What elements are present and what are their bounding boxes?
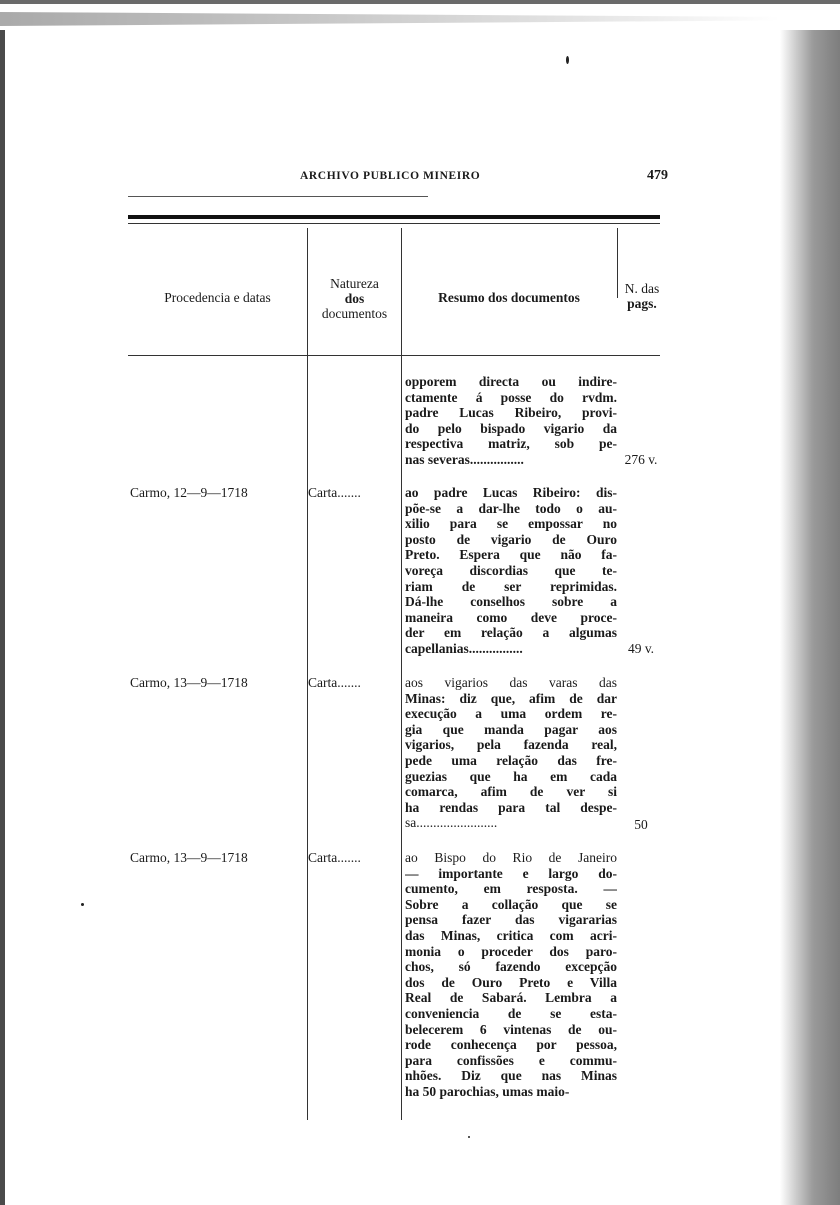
summary-line: ha rendas para tal despe- (405, 799, 617, 815)
ink-speck (566, 56, 569, 64)
column-divider (307, 228, 308, 1120)
summary-line: aos vigarios das varas das (405, 675, 617, 690)
summary-line: cumento, em resposta. — (405, 881, 617, 897)
summary-line: monia o proceder dos paro- (405, 943, 617, 959)
running-header (128, 166, 668, 190)
column-header-pages (618, 281, 666, 311)
summary-line: nhões. Diz que nas Minas (405, 1068, 617, 1084)
table-row-nature: Carta....... (308, 485, 361, 500)
summary-line: Dá-lhe conselhos sobre a (405, 594, 617, 610)
table-row-pages: 276 v. (624, 452, 658, 467)
summary-line: ha 50 parochias, umas maio- (405, 1083, 570, 1099)
summary-line: do pelo bispado vigario da (405, 420, 617, 436)
summary-line: riam de ser reprimidas. (405, 578, 617, 594)
table-row-summary (405, 485, 617, 657)
summary-line: ao padre Lucas Ribeiro: dis- (405, 485, 617, 500)
column-header-nature (308, 276, 401, 321)
summary-line: pensa fazer das vigararias (405, 912, 617, 928)
summary-line: maneira como deve proce- (405, 609, 617, 625)
scan-edge-left (0, 30, 5, 1205)
table-row-summary (405, 675, 617, 831)
table-row-nature: Carta....... (308, 850, 361, 865)
summary-line: belecerem 6 vintenas de ou- (405, 1021, 617, 1037)
summary-line: opporem directa ou indire- (405, 374, 617, 389)
summary-line: nas severas................ (405, 451, 524, 467)
page-number: 479 (647, 168, 668, 183)
running-title: ARCHIVO PUBLICO MINEIRO (300, 170, 481, 182)
scan-edge-top (0, 0, 840, 36)
scan-streak (0, 12, 780, 26)
summary-line: rode conhecença por pessoa, (405, 1037, 617, 1053)
summary-line: gia que manda pagar aos (405, 721, 617, 737)
table-top-thin-rule (128, 223, 660, 224)
summary-line: xilio para se empossar no (405, 516, 617, 532)
summary-line: capellanias................ (405, 640, 523, 656)
summary-line: execução a uma ordem re- (405, 706, 617, 722)
summary-line: comarca, afim de ver si (405, 784, 617, 800)
column-header-summary-label: Resumo dos documentos (438, 290, 580, 305)
ink-speck (468, 1136, 470, 1138)
column-header-origin (135, 290, 300, 305)
summary-line: — importante e largo do- (405, 865, 617, 881)
column-divider (401, 228, 402, 1120)
summary-line: sa........................ (405, 815, 498, 831)
table-row-origin: Carmo, 12—9—1718 (130, 485, 248, 500)
summary-line: der em relação a algumas (405, 625, 617, 641)
summary-line: respectiva matriz, sob pe- (405, 436, 617, 452)
summary-line: vigarios, pela fazenda real, (405, 737, 617, 753)
column-header-origin-label: Procedencia e datas (164, 290, 271, 305)
column-header-pages-line: N. das (624, 281, 660, 296)
summary-line: ao Bispo do Rio de Janeiro (405, 850, 617, 865)
column-header-nature-line: documentos (321, 306, 388, 321)
summary-line: padre Lucas Ribeiro, provi- (405, 405, 617, 421)
summary-line: dos de Ouro Preto e Villa (405, 974, 617, 990)
table-header-bottom-rule (128, 355, 660, 356)
summary-line: conveniencia de se esta- (405, 1005, 617, 1021)
scan-edge-right (780, 30, 840, 1205)
table-row-pages: 50 (634, 817, 648, 832)
summary-line: pede uma relação das fre- (405, 752, 617, 768)
summary-line: Real de Sabará. Lembra a (405, 990, 617, 1006)
summary-line: Minas: diz que, afim de dar (405, 690, 617, 706)
column-header-nature-line: dos (344, 291, 365, 306)
column-header-pages-line: pags. (627, 296, 657, 311)
table-row-nature: Carta....... (308, 675, 361, 690)
header-rule (128, 196, 428, 197)
table-row-origin: Carmo, 13—9—1718 (130, 850, 248, 865)
ink-speck (81, 903, 84, 906)
table-row-pages: 49 v. (627, 641, 655, 656)
table-row-summary (405, 850, 617, 1100)
summary-line: das Minas, critica com acri- (405, 927, 617, 943)
table-row-summary (405, 374, 617, 468)
summary-line: posto de vigario de Ouro (405, 531, 617, 547)
summary-line: para confissões e commu- (405, 1052, 617, 1068)
summary-line: chos, só fazendo excepção (405, 959, 617, 975)
table-row-origin: Carmo, 13—9—1718 (130, 675, 248, 690)
column-header-nature-line: Natureza (330, 276, 379, 291)
table-top-thick-rule (128, 215, 660, 219)
summary-line: guezias que ha em cada (405, 768, 617, 784)
summary-line: ctamente á posse do rvdm. (405, 389, 617, 405)
summary-line: Preto. Espera que não fa- (405, 547, 617, 563)
column-header-summary (404, 290, 614, 305)
summary-line: voreça discordias que te- (405, 562, 617, 578)
summary-line: põe-se a dar-lhe todo o au- (405, 500, 617, 516)
summary-line: Sobre a collação que se (405, 896, 617, 912)
